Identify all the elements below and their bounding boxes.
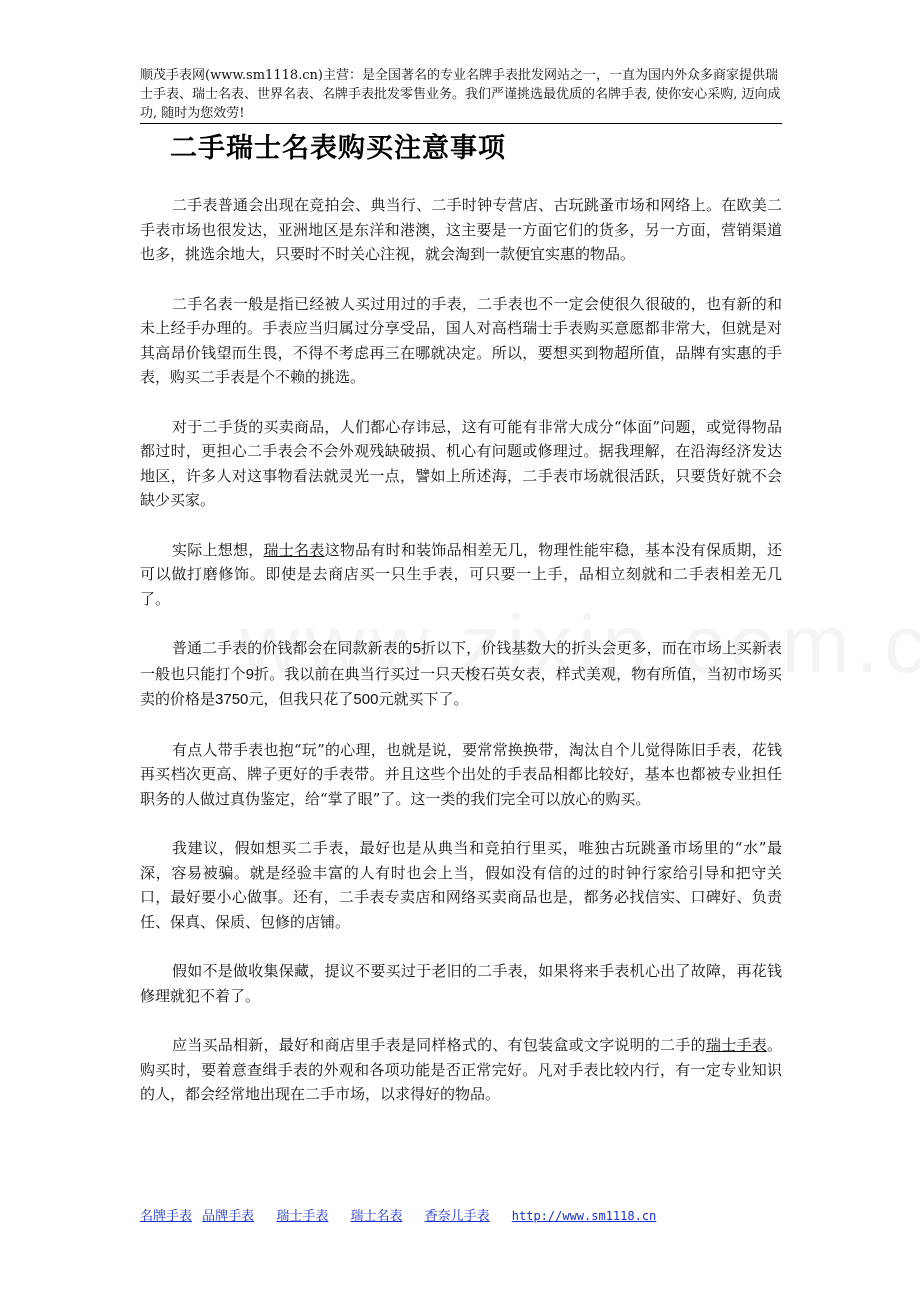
- paragraph-5-text-a: 普通二手表的价钱都会在同款新表的: [172, 639, 413, 657]
- paragraph-2: 二手名表一般是指已经被人买过用过的手表，二手表也不一定会使很久很破的，也有新的和未上经手办理的。手表应当归属过分享受品，国人对高档瑞士手表购买意愿都非常大，但就是对其高昂价钱望而生畏，不得不考虑再三在哪就决定。所以，要想买到物超所值，品牌有实惠的手表，购买二手表是个不赖的挑选。: [140, 294, 782, 386]
- header-divider: [140, 123, 782, 124]
- paragraph-8: 假如不是做收集保藏，提议不要买过于老旧的二手表，如果将来手表机心出了故障，再花钱修理就犯不着了。: [140, 962, 782, 1005]
- header-description: 顺茂手表网(www.sm1118.cn)主营：是全国著名的专业名牌手表批发网站之一，一直为国内外众多商家提供瑞士手表、瑞士名表、世界名表、名牌手表批发零售业务。我们严谨挑选最优质的名牌手表, 使你安心采购, 迈向成功, 随时为您效劳!: [140, 68, 781, 121]
- footer-site-url-link[interactable]: http://www.sm1118.cn: [511, 1209, 657, 1223]
- paragraph-4-text-b: 这物品有时和装饰品相差无几，物理性能牢稳，基本没有保质期，还可以做打磨修饰。即使是去商店买一只生手表，可只要一上手，品相立刻就和二手表相差无几了。: [140, 540, 782, 608]
- paragraph-5-text-e: 元就买下了。: [378, 690, 469, 708]
- paragraph-3: 对于二手货的买卖商品，人们都心存讳忌，这有可能有非常大成分“体面”问题，或觉得物品都过时，更担心二手表会不会外观残缺破损、机心有问题或修理过。据我理解，在沿海经济发达地区，许多人对这事物看法就灵光一点，譬如上所述海，二手表市场就很活跃，只要货好就不会缺少买家。: [140, 417, 782, 509]
- article-body: [140, 193, 782, 1132]
- paragraph-5-text-d: 元，但我只花了: [248, 690, 354, 708]
- swiss-watch-link[interactable]: 瑞士手表: [705, 1036, 767, 1054]
- paragraph-6: 有点人带手表也抱“玩”的心理，也就是说，要常常换换带，淘汰自个儿觉得陈旧手表，花钱再买档次更高、牌子更好的手表带。并且这些个出处的手表品相都比较好，基本也都被专业担任职务的人做过真伪鉴定，给“掌了眼”了。这一类的我们完全可以放心的购买。: [140, 740, 782, 808]
- discount-number-9: 9: [245, 665, 254, 683]
- paragraph-5-text-c: 折。我以前在典当行买过一只天梭石英女表，样式美观，物有所值，当初市场买卖的价格是: [140, 664, 782, 708]
- paragraph-4: [140, 538, 782, 612]
- footer-link-chanel-watches[interactable]: 香奈儿手表: [424, 1209, 490, 1224]
- paragraph-4-text-a: 实际上想想，: [172, 540, 264, 559]
- paragraph-9: [140, 1033, 782, 1107]
- footer-link-swiss-watches[interactable]: 瑞士手表: [276, 1209, 329, 1224]
- footer-link-branded-watches[interactable]: 品牌手表: [202, 1209, 255, 1224]
- paragraph-9-text-b: 。购买时，要着意查缉手表的外观和各项功能是否正常完好。凡对手表比较内行，有一定专业知识的人，都会经常地出现在二手市场，以求得好的物品。: [140, 1036, 782, 1103]
- footer-link-swiss-luxury-watches[interactable]: 瑞士名表: [350, 1209, 403, 1224]
- paragraph-5: [140, 636, 782, 713]
- price-500: 500: [353, 691, 379, 708]
- paragraph-9-text-a: 应当买品相新，最好和商店里手表是同样格式的、有包装盒或文字说明的二手的: [172, 1036, 706, 1054]
- paragraph-7: 我建议，假如想买二手表，最好也是从典当和竞拍行里买，唯独古玩跳蚤市场里的“水”最深，容易被骗。就是经验丰富的人有时也会上当，假如没有信的过的时钟行家给引导和把守关口，最好要小心做事。还有，二手表专卖店和网络买卖商品也是，都务必找信实、口碑好、负责任、保真、保质、包修的店铺。: [140, 839, 782, 931]
- swiss-luxury-watch-link[interactable]: 瑞士名表: [263, 540, 325, 559]
- discount-number-5: 5: [412, 640, 421, 657]
- page-title: 二手瑞士名表购买注意事项: [170, 133, 506, 164]
- paragraph-1: 二手表普通会出现在竞拍会、典当行、二手时钟专营店、古玩跳蚤市场和网络上。在欧美二手表市场也很发达，亚洲地区是东洋和港澳，这主要是一方面它们的货多，另一方面，营销渠道也多，挑选余地大，只要时不时关心注视，就会淘到一款便宜实惠的物品。: [140, 196, 782, 263]
- footer-links: [140, 1207, 656, 1226]
- price-3750: 3750: [215, 691, 249, 708]
- footer-link-brand-watches[interactable]: 名牌手表: [140, 1209, 193, 1224]
- paragraph-5-text-b: 折以下，价钱基数大的折头会更多，而在市场上买新表一般也只能打个: [140, 639, 782, 683]
